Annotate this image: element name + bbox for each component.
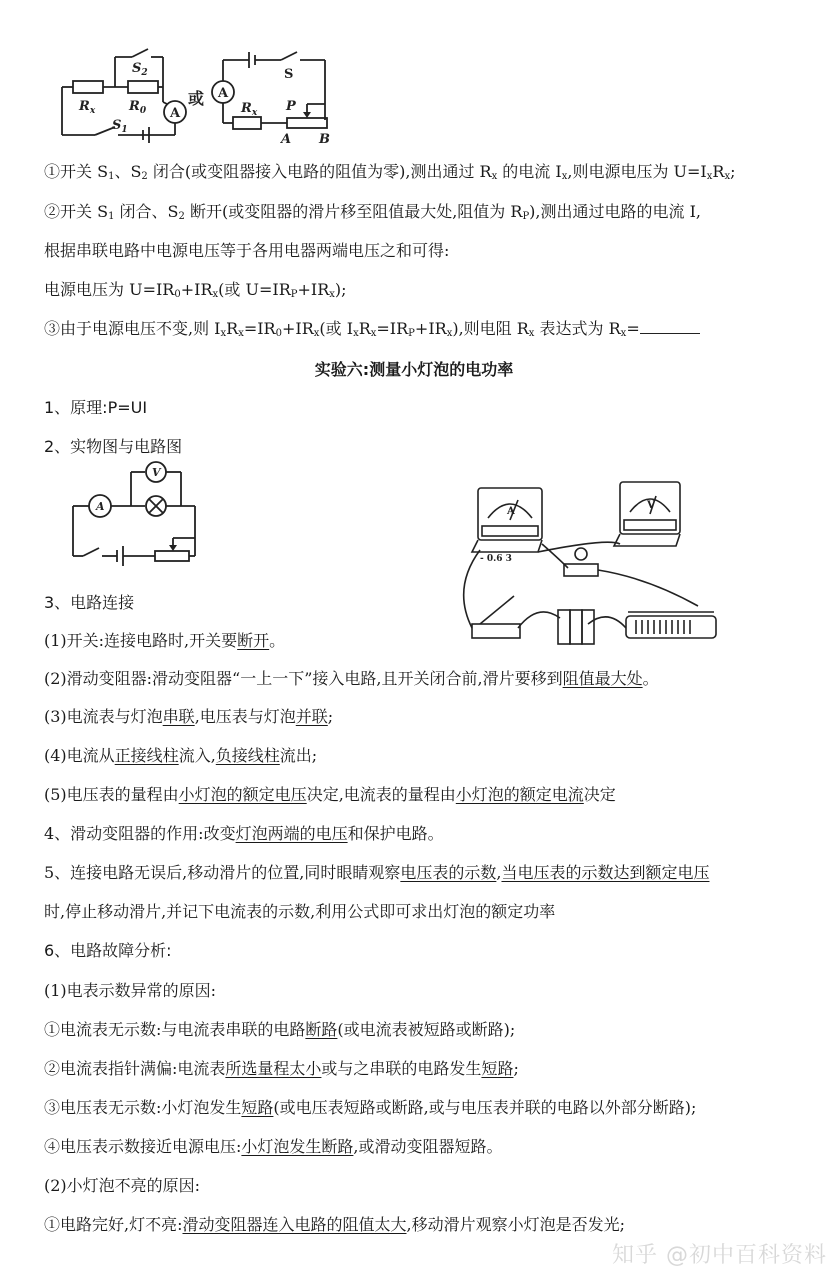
- item-f2a: ①电路完好,灯不亮:滑动变阻器连入电路的阻值太大,移动滑片观察小灯泡是否发光;: [44, 1215, 625, 1234]
- item-f1: (1)电表示数异常的原因:: [44, 981, 217, 1000]
- line-3: 根据串联电路中电源电压等于各用电器两端电压之和可得:: [44, 241, 450, 260]
- line-1: ①开关 $S_1$、$S_2$ 闭合(或变阻器接入电路的阻值为零),测出通过 $R_x$ 的电流 $I_x$,则电源电压为 $U=I_xR_x$;: [44, 162, 736, 182]
- section-title: 实验六:测量小灯泡的电功率: [314, 360, 514, 379]
- svg-text:S2: $S_2$: [132, 61, 148, 78]
- item-6: 6、电路故障分析:: [44, 941, 172, 960]
- svg-text:Rx: $R_x$: [79, 99, 96, 116]
- item-c4: (4)电流从正接线柱流入,负接线柱流出;: [44, 746, 318, 765]
- item-principle: 1、原理:P=UI: [44, 398, 148, 417]
- item-f1a: ①电流表无示数:与电流表串联的电路断路(或电流表被短路或断路);: [44, 1020, 516, 1039]
- item-c2: (2)滑动变阻器:滑动变阻器“一上一下”接入电路,且开关闭合前,滑片要移到阻值最大处。: [44, 669, 659, 688]
- svg-text:S: S: [284, 67, 294, 82]
- svg-text:B: B: [319, 132, 330, 147]
- svg-text:- 0.6 3: - 0.6 3: [480, 554, 512, 564]
- svg-text:A: A: [96, 500, 105, 513]
- svg-text:S1: $S_1$: [112, 118, 128, 135]
- item-c5: (5)电压表的量程由小灯泡的额定电压决定,电流表的量程由小灯泡的额定电流决定: [44, 785, 616, 804]
- item-4: 4、滑动变阻器的作用:改变灯泡两端的电压和保护电路。: [44, 824, 444, 843]
- item-5: 5、连接电路无误后,移动滑片的位置,同时眼睛观察电压表的示数,当电压表的示数达到额定电压: [44, 863, 710, 882]
- item-diagrams: 2、实物图与电路图: [44, 437, 183, 456]
- watermark: 知乎 @初中百科资料: [612, 1243, 827, 1268]
- top-circuit-diagrams: [55, 42, 355, 150]
- svg-text:R0: $R_0$: [129, 99, 147, 116]
- svg-text:P: P: [286, 99, 296, 114]
- svg-text:A: A: [507, 506, 515, 517]
- svg-text:A: A: [281, 132, 292, 147]
- apparatus-drawing: [458, 478, 738, 650]
- apparatus-lamp: [564, 564, 598, 576]
- item-f1d: ④电压表示数接近电源电压:小灯泡发生断路,或滑动变阻器短路。: [44, 1137, 503, 1156]
- schematic-rheostat: [155, 551, 189, 561]
- svg-text:A: A: [218, 86, 229, 101]
- svg-text:Rx: $R_x$: [241, 101, 258, 118]
- apparatus-rheostat: [626, 616, 716, 638]
- apparatus-battery-3: [582, 610, 594, 644]
- item-5b: 时,停止移动滑片,并记下电流表的示数,利用公式即可求出灯泡的额定功率: [44, 902, 556, 921]
- switch-s-blade: [281, 52, 297, 60]
- svg-text:或: 或: [188, 89, 205, 108]
- svg-text:V: V: [647, 500, 655, 511]
- item-connection: 3、电路连接: [44, 593, 135, 612]
- answer-blank: [640, 319, 700, 334]
- resistor-r0: [128, 81, 158, 93]
- item-f1c: ③电压表无示数:小灯泡发生短路(或电压表短路或断路,或与电压表并联的电路以外部分断路);: [44, 1098, 697, 1117]
- line-2: ②开关 $S_1$ 闭合、$S_2$ 断开(或变阻器的滑片移至阻值最大处,阻值为 $R_P$),测出通过电路的电流 I,: [44, 202, 701, 222]
- item-f2: (2)小灯泡不亮的原因:: [44, 1176, 201, 1195]
- schematic-circuit: [65, 458, 205, 566]
- apparatus-battery-1: [558, 610, 570, 644]
- item-f1b: ②电流表指针满偏:电流表所选量程太小或与之串联的电路发生短路;: [44, 1059, 519, 1078]
- line-5: ③由于电源电压不变,则 $I_xR_x=IR_0+IR_x$(或 $I_xR_x=IR_P+IR_x$),则电阻 $R_x$ 表达式为 $R_x=$: [44, 318, 700, 340]
- apparatus-switch: [472, 624, 520, 638]
- apparatus-battery-2: [570, 610, 582, 644]
- svg-text:V: V: [152, 466, 161, 479]
- rheostat: [287, 118, 327, 128]
- line-4: 电源电压为 $U=IR_0+IR_x$(或 $U=IR_P+IR_x$);: [44, 280, 347, 300]
- item-c1: (1)开关:连接电路时,开关要断开。: [44, 631, 286, 650]
- svg-text:A: A: [170, 106, 181, 121]
- resistor-rx: [73, 81, 103, 93]
- switch-s2-blade: [132, 49, 148, 57]
- item-c3: (3)电流表与灯泡串联,电压表与灯泡并联;: [44, 707, 334, 726]
- resistor-rx-right: [233, 117, 261, 129]
